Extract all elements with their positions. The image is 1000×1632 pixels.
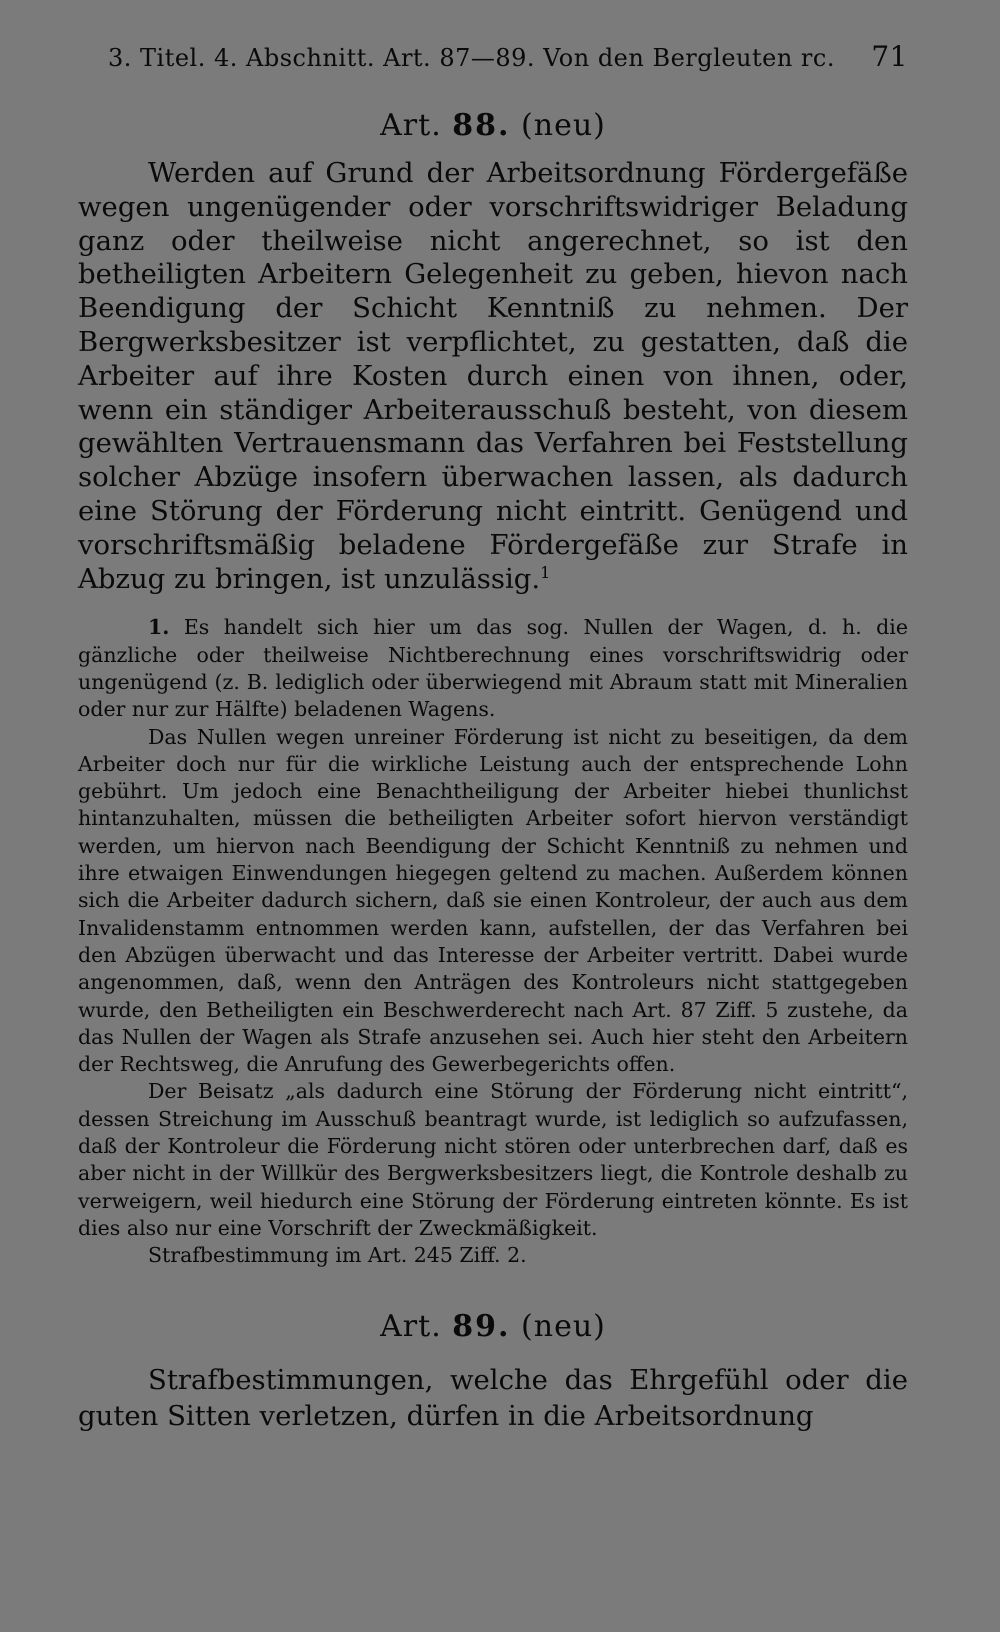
article-88-heading [78, 108, 908, 143]
footnote-reference[interactable]: 1 [540, 562, 551, 582]
page-number: 71 [871, 40, 908, 73]
article-88-body: Werden auf Grund der Arbeitsordnung Fördergefäße wegen ungenügender oder vorschriftswidriger Beladung ganz oder theilweise nicht angerechnet, so ist den betheiligten Arbeitern Gelegenheit zu geben, hievon nach Beendigung der Schicht Kenntniß zu nehmen. Der Bergwerksbesitzer ist verpflichtet, zu gestatten, daß die Arbeiter auf ihre Kosten durch einen von ihnen, oder, wenn ein ständiger Arbeiterausschuß besteht, von diesem gewählten Vertrauensmann das Verfahren bei Feststellung solcher Abzüge insofern überwachen lassen, als dadurch eine Störung der Förderung nicht eintritt. Genügend und vorschriftsmäßig beladene Fördergefäße zur Strafe in Abzug zu bringen, ist unzulässig. [78, 157, 908, 595]
note-1 [78, 614, 908, 723]
article-89-heading [78, 1309, 908, 1344]
article-89-suffix: (neu) [521, 1309, 606, 1345]
running-title: 3. Titel. 4. Abschnitt. Art. 87—89. Von den Bergleuten rc. [108, 44, 835, 72]
article-89-label: Art. [380, 1309, 442, 1345]
note-1-text: Es handelt sich hier um das sog. Nullen der Wagen, d. h. die gänzliche oder theilweise Nichtberechnung eines vorschriftswidrig oder ungenügend (z. B. lediglich oder überwiegend mit Abraum statt mit Mineralien oder nur zur Hälfte) beladenen Wagens. [78, 615, 908, 722]
page [78, 40, 908, 1434]
note-3: Der Beisatz „als dadurch eine Störung der Förderung nicht eintritt“, dessen Streichung im Ausschuß beantragt wurde, ist lediglich so aufzufassen, daß der Kontroleur die Förderung nicht stören oder unterbrechen darf, daß es aber nicht in der Willkür des Bergwerksbesitzers liegt, die Kontrole deshalb zu verweigern, weil hiedurch eine Störung der Förderung eintreten könnte. Es ist dies also nur eine Vorschrift der Zweckmäßigkeit. [78, 1079, 908, 1240]
article-89-number: 89. [452, 1309, 511, 1345]
note-4: Strafbestimmung im Art. 245 Ziff. 2. [148, 1243, 527, 1268]
article-89-text: Strafbestimmungen, welche das Ehrgefühl oder die guten Sitten verletzen, dürfen in die Arbeitsordnung [78, 1364, 908, 1433]
note-1-marker: 1. [148, 615, 170, 640]
running-head [78, 40, 908, 90]
article-88-number: 88. [452, 108, 511, 143]
note-2: Das Nullen wegen unreiner Förderung ist nicht zu beseitigen, da dem Arbeiter doch nur für die wirkliche Leistung auch der entsprechende Lohn gebührt. Um jedoch eine Benachtheiligung der Arbeiter hiebei thunlichst hintanzuhalten, müssen die betheiligten Arbeiter sofort hiervon verständigt werden, um hiervon nach Beendigung der Schicht Kenntniß zu nehmen und ihre etwaigen Einwendungen hiegegen geltend zu machen. Außerdem können sich die Arbeiter dadurch sichern, daß sie einen Kontroleur, der auch aus dem Invalidenstamm entnommen werden kann, aufstellen, der das Verfahren bei den Abzügen überwacht und das Interesse der Arbeiter vertritt. Dabei wurde angenommen, daß, wenn den Anträgen des Kontroleurs nicht stattgegeben wurde, den Betheiligten ein Beschwerderecht nach Art. 87 Ziff. 5 zustehe, da das Nullen der Wagen als Strafe anzusehen sei. Auch hier steht den Arbeitern der Rechtsweg, die Anrufung des Gewerbegerichts offen. [78, 724, 908, 1077]
article-88-suffix: (neu) [521, 108, 606, 143]
article-88-label: Art. [380, 108, 442, 143]
article-88-text [78, 157, 908, 596]
notes-section [78, 614, 908, 1269]
